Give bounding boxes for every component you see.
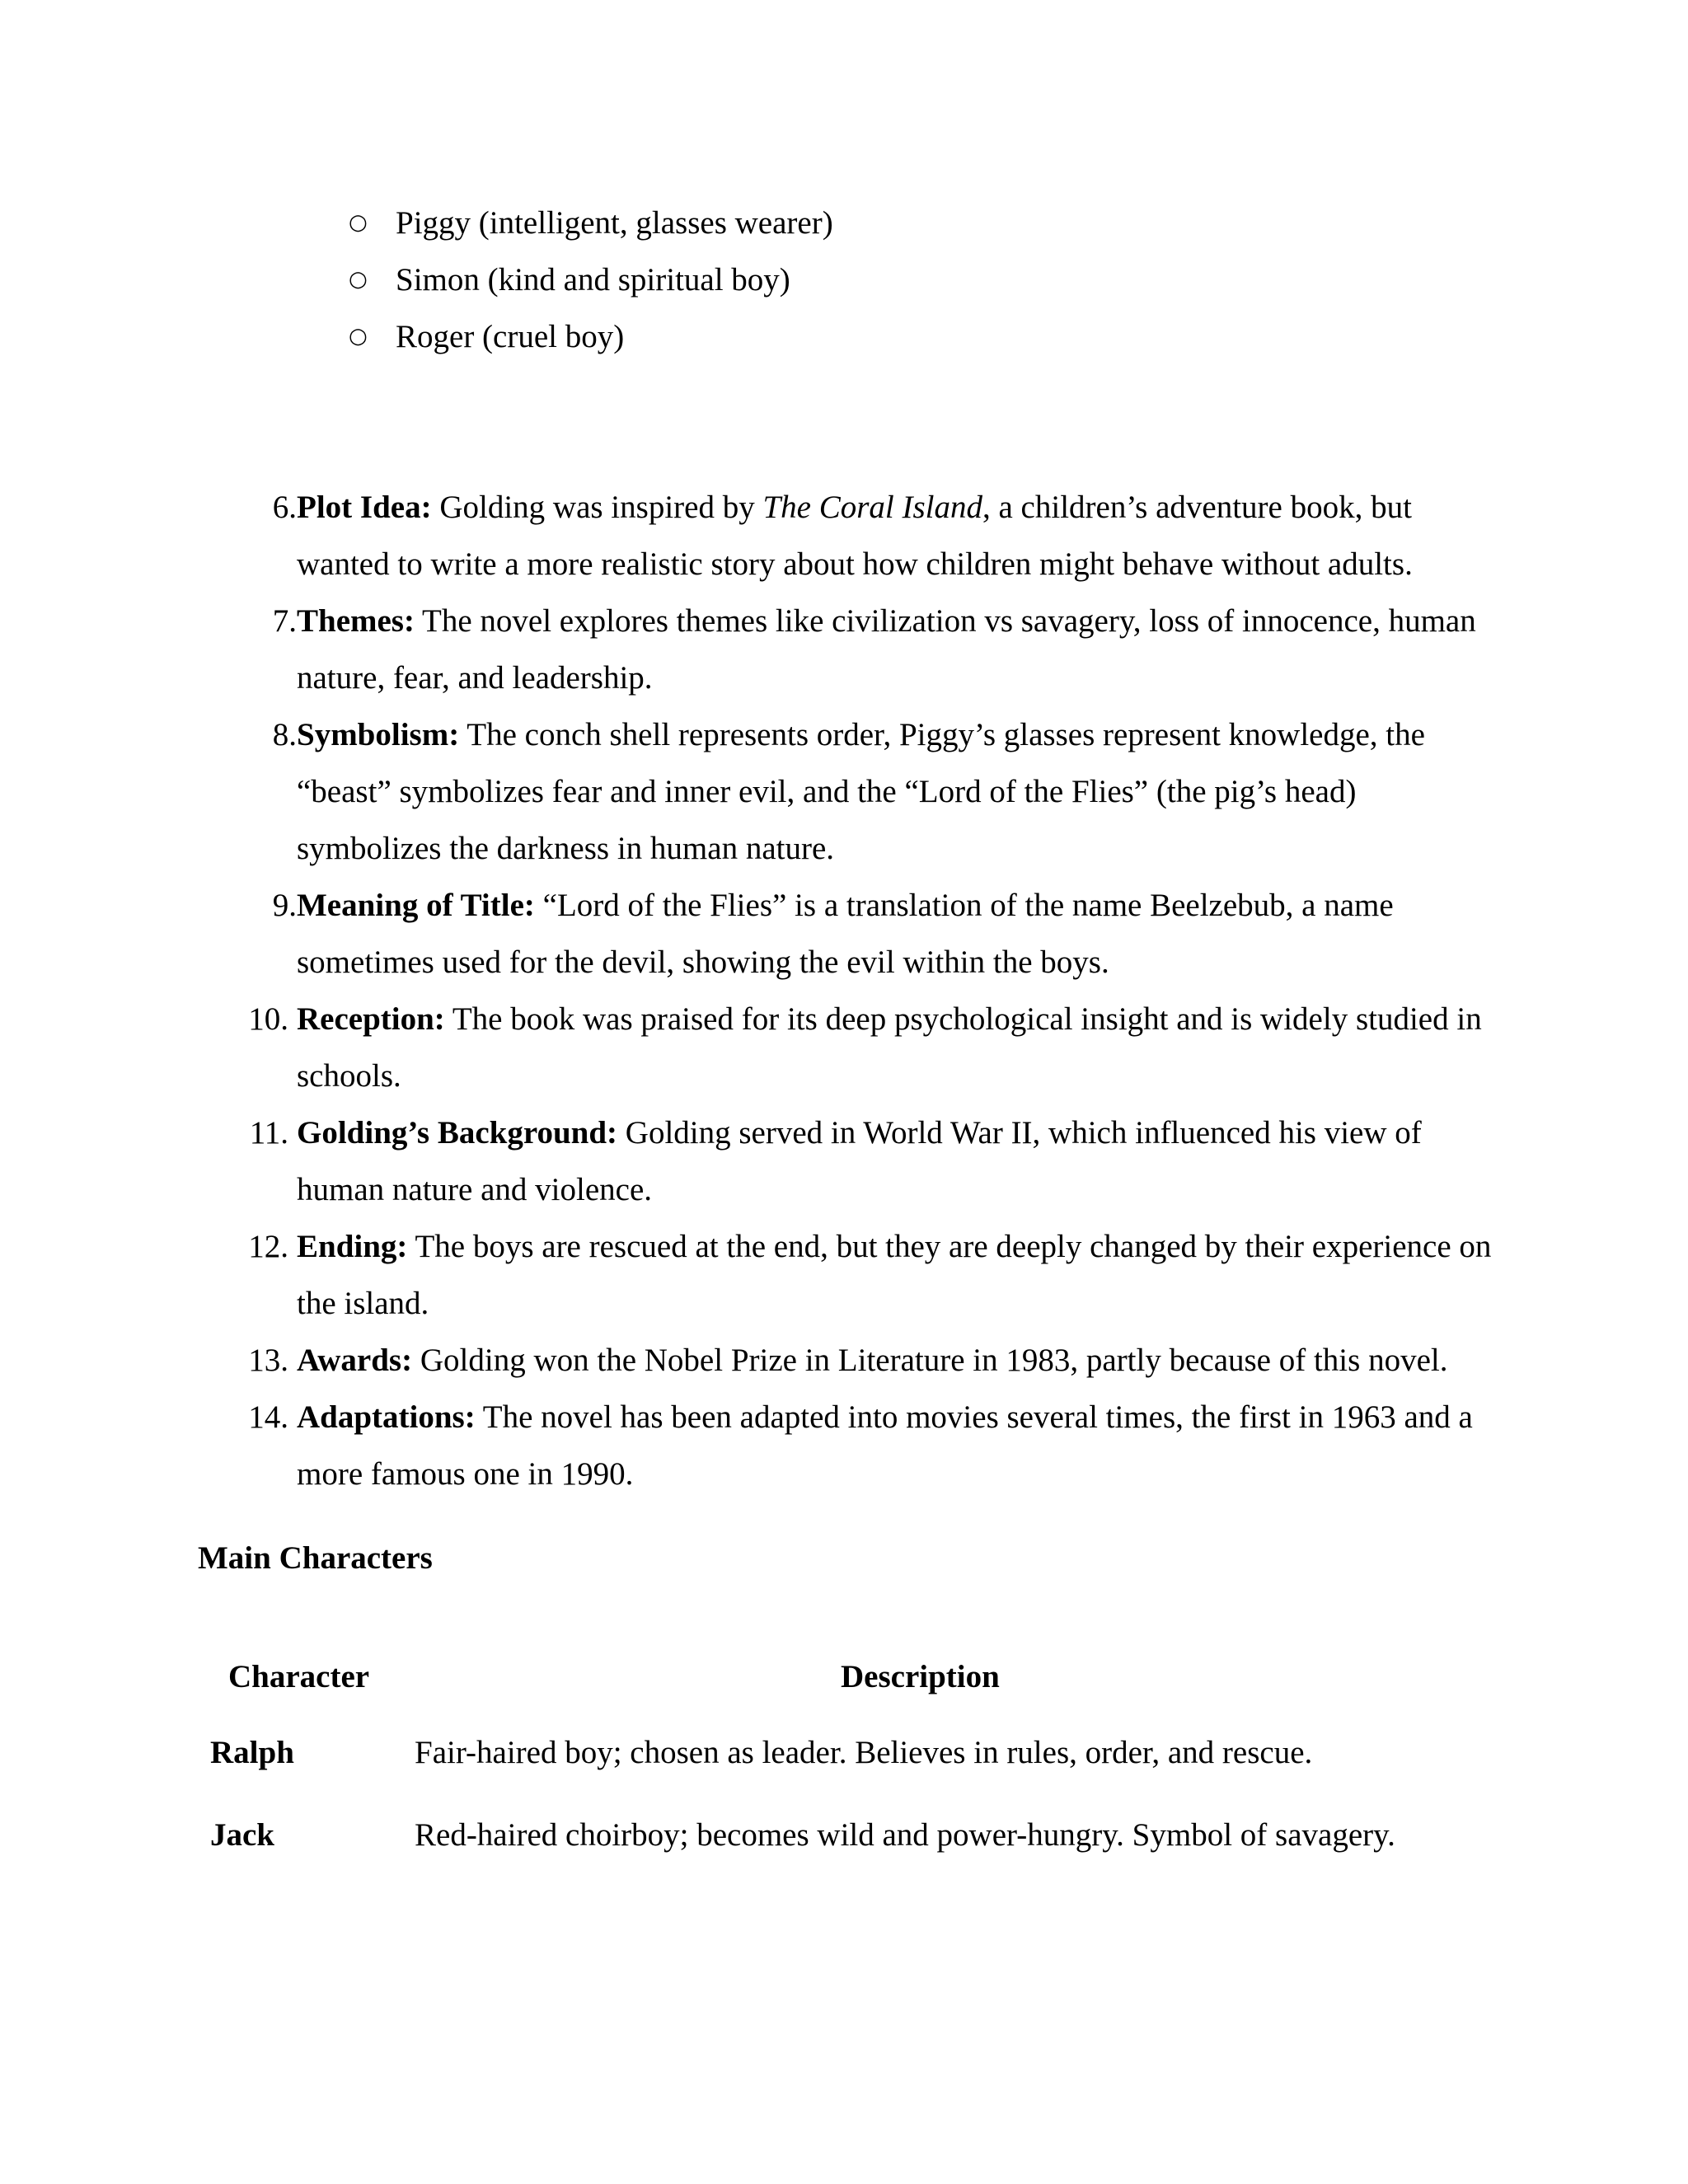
character-description: Fair-haired boy; chosen as leader. Believes in rules, order, and rescue. xyxy=(415,1735,1313,1770)
list-item-meaning-of-title xyxy=(237,877,1498,991)
item-text: “Lord of the Flies” is a translation of the name Beelzebub, a name sometimes used for the devil, showing the evil within the boys. xyxy=(297,888,1394,980)
item-label: Adaptations: xyxy=(297,1399,476,1435)
list-item-text: Simon (kind and spiritual boy) xyxy=(396,262,790,298)
list-item-plot-idea xyxy=(237,479,1498,593)
list-number: 11. xyxy=(249,1115,288,1151)
list-item-reception xyxy=(237,991,1498,1104)
table-header-description: Description xyxy=(841,1659,1000,1694)
item-text: Golding was inspired by xyxy=(431,490,763,525)
list-item-themes xyxy=(237,593,1498,706)
list-item-awards xyxy=(237,1332,1498,1389)
item-text: Golding served in World War II, which influenced his view of human nature and violence. xyxy=(297,1115,1422,1207)
item-text: The conch shell represents order, Piggy’s glasses represent knowledge, the “beast” symbolizes fear and inner evil, and the “Lord of the Flies” (the pig’s head) symbolizes the darkness in human nature. xyxy=(297,717,1425,866)
item-label: Ending: xyxy=(297,1229,408,1264)
character-description: Red-haired choirboy; becomes wild and power-hungry. Symbol of savagery. xyxy=(415,1817,1395,1853)
list-item xyxy=(338,308,833,365)
item-text: The book was praised for its deep psychological insight and is widely studied in schools. xyxy=(297,1001,1482,1094)
character-name: Jack xyxy=(210,1817,274,1853)
list-number: 10. xyxy=(248,1001,288,1037)
table-header-character: Character xyxy=(228,1659,370,1694)
book-title: The Coral Island xyxy=(762,490,982,525)
list-item-ending xyxy=(237,1218,1498,1332)
list-item xyxy=(338,251,833,308)
item-label: Golding’s Background: xyxy=(297,1115,618,1151)
list-number: 14. xyxy=(248,1399,288,1435)
item-text: The boys are rescued at the end, but they are deeply changed by their experience on the island. xyxy=(297,1229,1492,1321)
list-number: 9. xyxy=(272,888,297,923)
hollow-circle-bullet-icon: ○ xyxy=(349,324,368,349)
list-item-text: Roger (cruel boy) xyxy=(396,319,625,354)
character-sub-bullet-list xyxy=(338,194,833,365)
facts-numbered-list xyxy=(237,479,1498,1502)
list-number: 13. xyxy=(248,1343,288,1378)
item-label: Awards: xyxy=(297,1343,413,1378)
character-name: Ralph xyxy=(210,1735,294,1770)
list-number: 7. xyxy=(272,603,297,639)
hollow-circle-bullet-icon: ○ xyxy=(349,210,368,235)
section-heading: Main Characters xyxy=(198,1540,433,1576)
item-text: , a children’s adventure book, but wanted to write a more realistic story about how children might behave without adults. xyxy=(297,490,1413,582)
list-item-symbolism xyxy=(237,706,1498,877)
item-label: Meaning of Title: xyxy=(297,888,535,923)
list-number: 8. xyxy=(272,717,297,752)
item-label: Symbolism: xyxy=(297,717,460,752)
hollow-circle-bullet-icon: ○ xyxy=(349,267,368,292)
item-label: Reception: xyxy=(297,1001,445,1037)
list-item-adaptations xyxy=(237,1389,1498,1502)
item-text: The novel has been adapted into movies several times, the first in 1963 and a more famous one in 1990. xyxy=(297,1399,1473,1492)
list-item-goldings-background xyxy=(237,1104,1498,1218)
item-text: The novel explores themes like civilization vs savagery, loss of innocence, human nature, fear, and leadership. xyxy=(297,603,1476,696)
list-item-text: Piggy (intelligent, glasses wearer) xyxy=(396,205,833,241)
list-item xyxy=(338,194,833,251)
item-text: Golding won the Nobel Prize in Literature in 1983, partly because of this novel. xyxy=(412,1343,1448,1378)
item-label: Plot Idea: xyxy=(297,490,432,525)
list-number: 6. xyxy=(272,490,297,525)
list-number: 12. xyxy=(248,1229,288,1264)
item-label: Themes: xyxy=(297,603,415,639)
